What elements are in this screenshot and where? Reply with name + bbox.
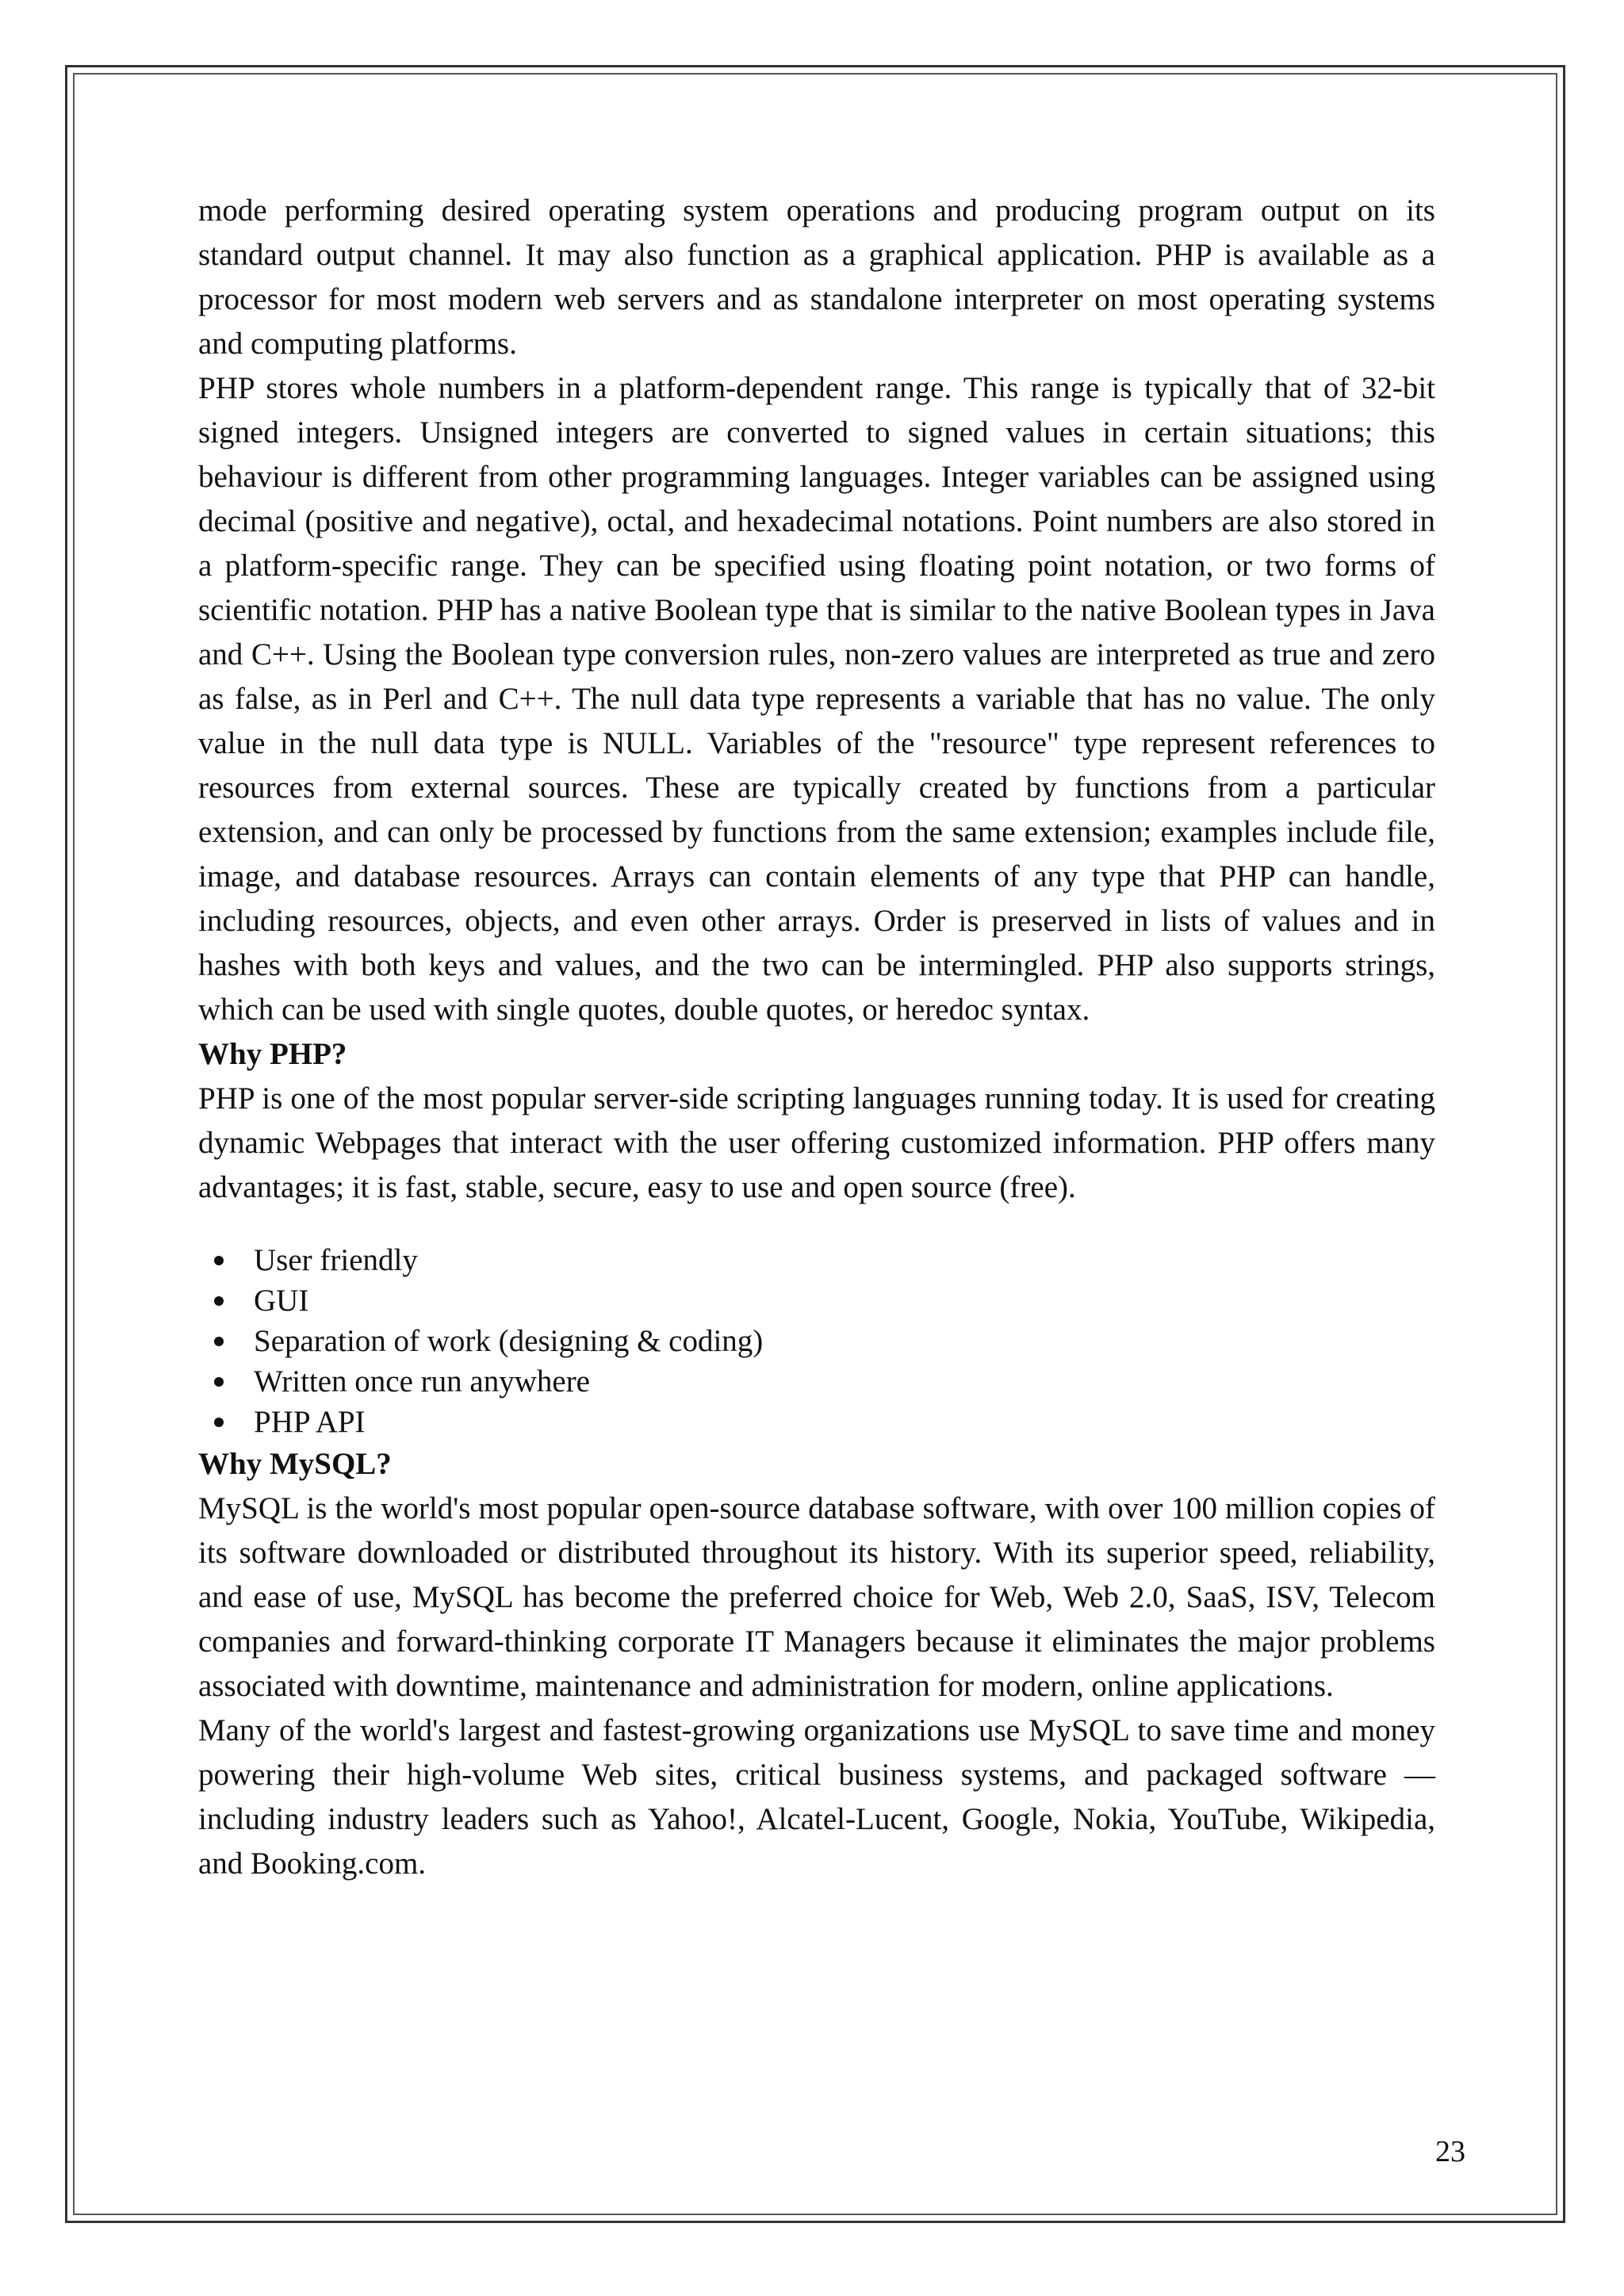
list-item xyxy=(254,1280,1435,1321)
page-content xyxy=(198,189,1435,1886)
list-item xyxy=(254,1240,1435,1280)
list-item-text: GUI xyxy=(254,1284,309,1318)
bullet-icon xyxy=(214,1418,224,1427)
list-item xyxy=(254,1321,1435,1361)
why-php-paragraph: PHP is one of the most popular server-side scripting languages running today. It is used for creating dynamic Webpages that interact with the user offering customized information. PHP offers many advantages; it is fast, stable, secure, easy to use and open source (free). xyxy=(198,1081,1435,1204)
bullet-icon xyxy=(214,1256,224,1265)
list-item-text: Written once run anywhere xyxy=(254,1364,590,1399)
bullet-icon xyxy=(214,1377,224,1387)
list-item xyxy=(254,1402,1435,1442)
bullet-icon xyxy=(214,1296,224,1306)
list-item-text: PHP API xyxy=(254,1405,366,1439)
why-mysql-paragraph-2: Many of the world's largest and fastest-growing organizations use MySQL to save time and money powering their high-volume Web sites, critical business systems, and packaged software — including industry leaders such as Yahoo!, Alcatel-Lucent, Google, Nokia, YouTube, Wikipedia, and Booking.com. xyxy=(198,1713,1435,1881)
why-mysql-paragraph-1: MySQL is the world's most popular open-source database software, with over 100 million copies of its software downloaded or distributed throughout its history. With its superior speed, reliability, and ease of use, MySQL has become the preferred choice for Web, Web 2.0, SaaS, ISV, Telecom companies and forward-thinking corporate IT Managers because it eliminates the major problems associated with downtime, maintenance and administration for modern, online applications. xyxy=(198,1491,1435,1703)
bullet-icon xyxy=(214,1337,224,1346)
page-number: 23 xyxy=(1435,2135,1465,2168)
list-item-text: Separation of work (designing & coding) xyxy=(254,1324,764,1358)
intro-paragraph: mode performing desired operating system operations and producing program output on its standard output channel. It may also function as a graphical application. PHP is available as a processor for most modern web servers and as standalone interpreter on most operating systems and computing platforms. xyxy=(198,193,1435,361)
php-advantages-list xyxy=(198,1240,1435,1442)
data-types-paragraph: PHP stores whole numbers in a platform-dependent range. This range is typically that of 32-bit signed integers. Unsigned integers are converted to signed values in certain situations; this behaviour is different from other programming languages. Integer variables can be assigned using decimal (positive and negative), octal, and hexadecimal notations. Point numbers are also stored in a platform-specific range. They can be specified using floating point notation, or two forms of scientific notation. PHP has a native Boolean type that is similar to the native Boolean types in Java and C++. Using the Boolean type conversion rules, non-zero values are interpreted as true and zero as false, as in Perl and C++. The null data type represents a variable that has no value. The only value in the null data type is NULL. Variables of the "resource" type represent references to resources from external sources. These are typically created by functions from a particular extension, and can only be processed by functions from the same extension; examples include file, image, and database resources. Arrays can contain elements of any type that PHP can handle, including resources, objects, and even other arrays. Order is preserved in lists of values and in hashes with both keys and values, and the two can be intermingled. PHP also supports strings, which can be used with single quotes, double quotes, or heredoc syntax. xyxy=(198,371,1435,1027)
list-item xyxy=(254,1361,1435,1402)
why-mysql-heading: Why MySQL? xyxy=(198,1447,392,1481)
list-item-text: User friendly xyxy=(254,1243,418,1277)
why-php-heading: Why PHP? xyxy=(198,1037,347,1071)
